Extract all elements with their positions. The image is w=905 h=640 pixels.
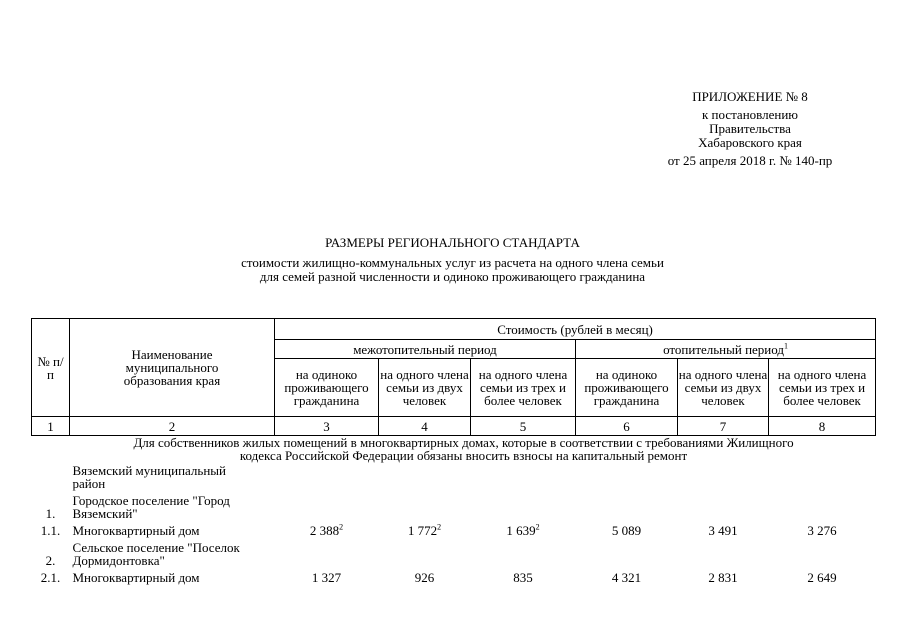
row-name: Многоквартирный дом	[72, 523, 200, 538]
value-cell	[471, 522, 576, 539]
standards-table	[31, 318, 876, 586]
value-cell	[379, 522, 471, 539]
appendix-date: от 25 апреля 2018 г. № 140-пр	[667, 153, 833, 168]
row-number: 1.	[45, 506, 56, 521]
header-three: на одного члена семьи из трех и более человек	[769, 359, 876, 417]
column-number: 8	[769, 417, 876, 436]
row-number: 2.1.	[40, 570, 61, 585]
row-name: Городское поселение "Город Вяземский"	[72, 493, 230, 521]
value-cell: 926	[414, 570, 435, 585]
period-on-label: отопительный период	[663, 341, 785, 357]
row-number: 1.1.	[40, 523, 61, 538]
document-title: РАЗМЕРЫ РЕГИОНАЛЬНОГО СТАНДАРТА	[325, 235, 580, 250]
row-name: Вяземский муниципальный район	[72, 463, 226, 491]
row-number	[32, 462, 70, 492]
header-two: на одного члена семьи из двух человек	[379, 359, 471, 417]
appendix-number: ПРИЛОЖЕНИЕ № 8	[692, 89, 808, 104]
appendix-line: Хабаровского края	[698, 135, 802, 150]
column-number: 2	[70, 417, 275, 436]
appendix-line: Правительства	[709, 121, 791, 136]
value: 1 772	[407, 523, 438, 538]
value-cell: 4 321	[611, 570, 642, 585]
footnote-mark: 1	[784, 341, 789, 351]
appendix-line: к постановлению	[701, 107, 799, 122]
footnote-mark: 2	[339, 522, 344, 532]
table-row	[32, 569, 876, 586]
document-heading	[130, 236, 775, 284]
value-cell: 5 089	[611, 523, 642, 538]
header-two: на одного члена семьи из двух человек	[678, 359, 769, 417]
row-number: 2.	[45, 553, 56, 568]
column-number: 4	[379, 417, 471, 436]
value-cell: 3 276	[807, 523, 837, 538]
header-cost: Стоимость (рублей в месяц)	[275, 319, 876, 340]
row-name: Многоквартирный дом	[72, 570, 200, 585]
document-subtitle: для семей разной численности и одиноко проживающего гражданина	[259, 269, 646, 284]
value-cell: 1 327	[311, 570, 342, 585]
column-number: 1	[32, 417, 70, 436]
table-row	[32, 462, 876, 492]
document-subtitle: стоимости жилищно-коммунальных услуг из расчета на одного члена семьи	[241, 255, 664, 270]
table-row	[32, 492, 876, 522]
table-row	[32, 539, 876, 569]
column-number: 3	[275, 417, 379, 436]
column-number: 6	[576, 417, 678, 436]
value-cell: 2 649	[807, 570, 837, 585]
header-single: на одиноко проживающего гражданина	[275, 359, 379, 417]
footnote-mark: 2	[535, 522, 540, 532]
header-period-off: межотопительный период	[275, 340, 576, 359]
value-cell: 3 491	[708, 523, 738, 538]
column-number: 7	[678, 417, 769, 436]
appendix-block	[600, 90, 900, 168]
value-cell	[275, 522, 379, 539]
value-cell: 2 831	[708, 570, 738, 585]
footnote-mark: 2	[437, 522, 442, 532]
value-cell: 835	[513, 570, 533, 585]
header-name: Наименование муниципального образования края	[70, 319, 275, 417]
header-num: № п/п	[32, 319, 70, 417]
value: 1 639	[506, 523, 536, 538]
header-single: на одиноко проживающего гражданина	[576, 359, 678, 417]
header-period-on	[576, 340, 876, 359]
section-note: Для собственников жилых помещений в многоквартирных домах, которые в соответствии с требованиями Жилищного кодекса Российской Федерации обязаны вносить взносы на капитальный ремонт	[133, 435, 794, 463]
row-name: Сельское поселение "Поселок Дормидонтовка"	[72, 540, 240, 568]
value: 2 388	[309, 523, 340, 538]
table-row	[32, 522, 876, 539]
column-number: 5	[471, 417, 576, 436]
header-three: на одного члена семьи из трех и более человек	[471, 359, 576, 417]
